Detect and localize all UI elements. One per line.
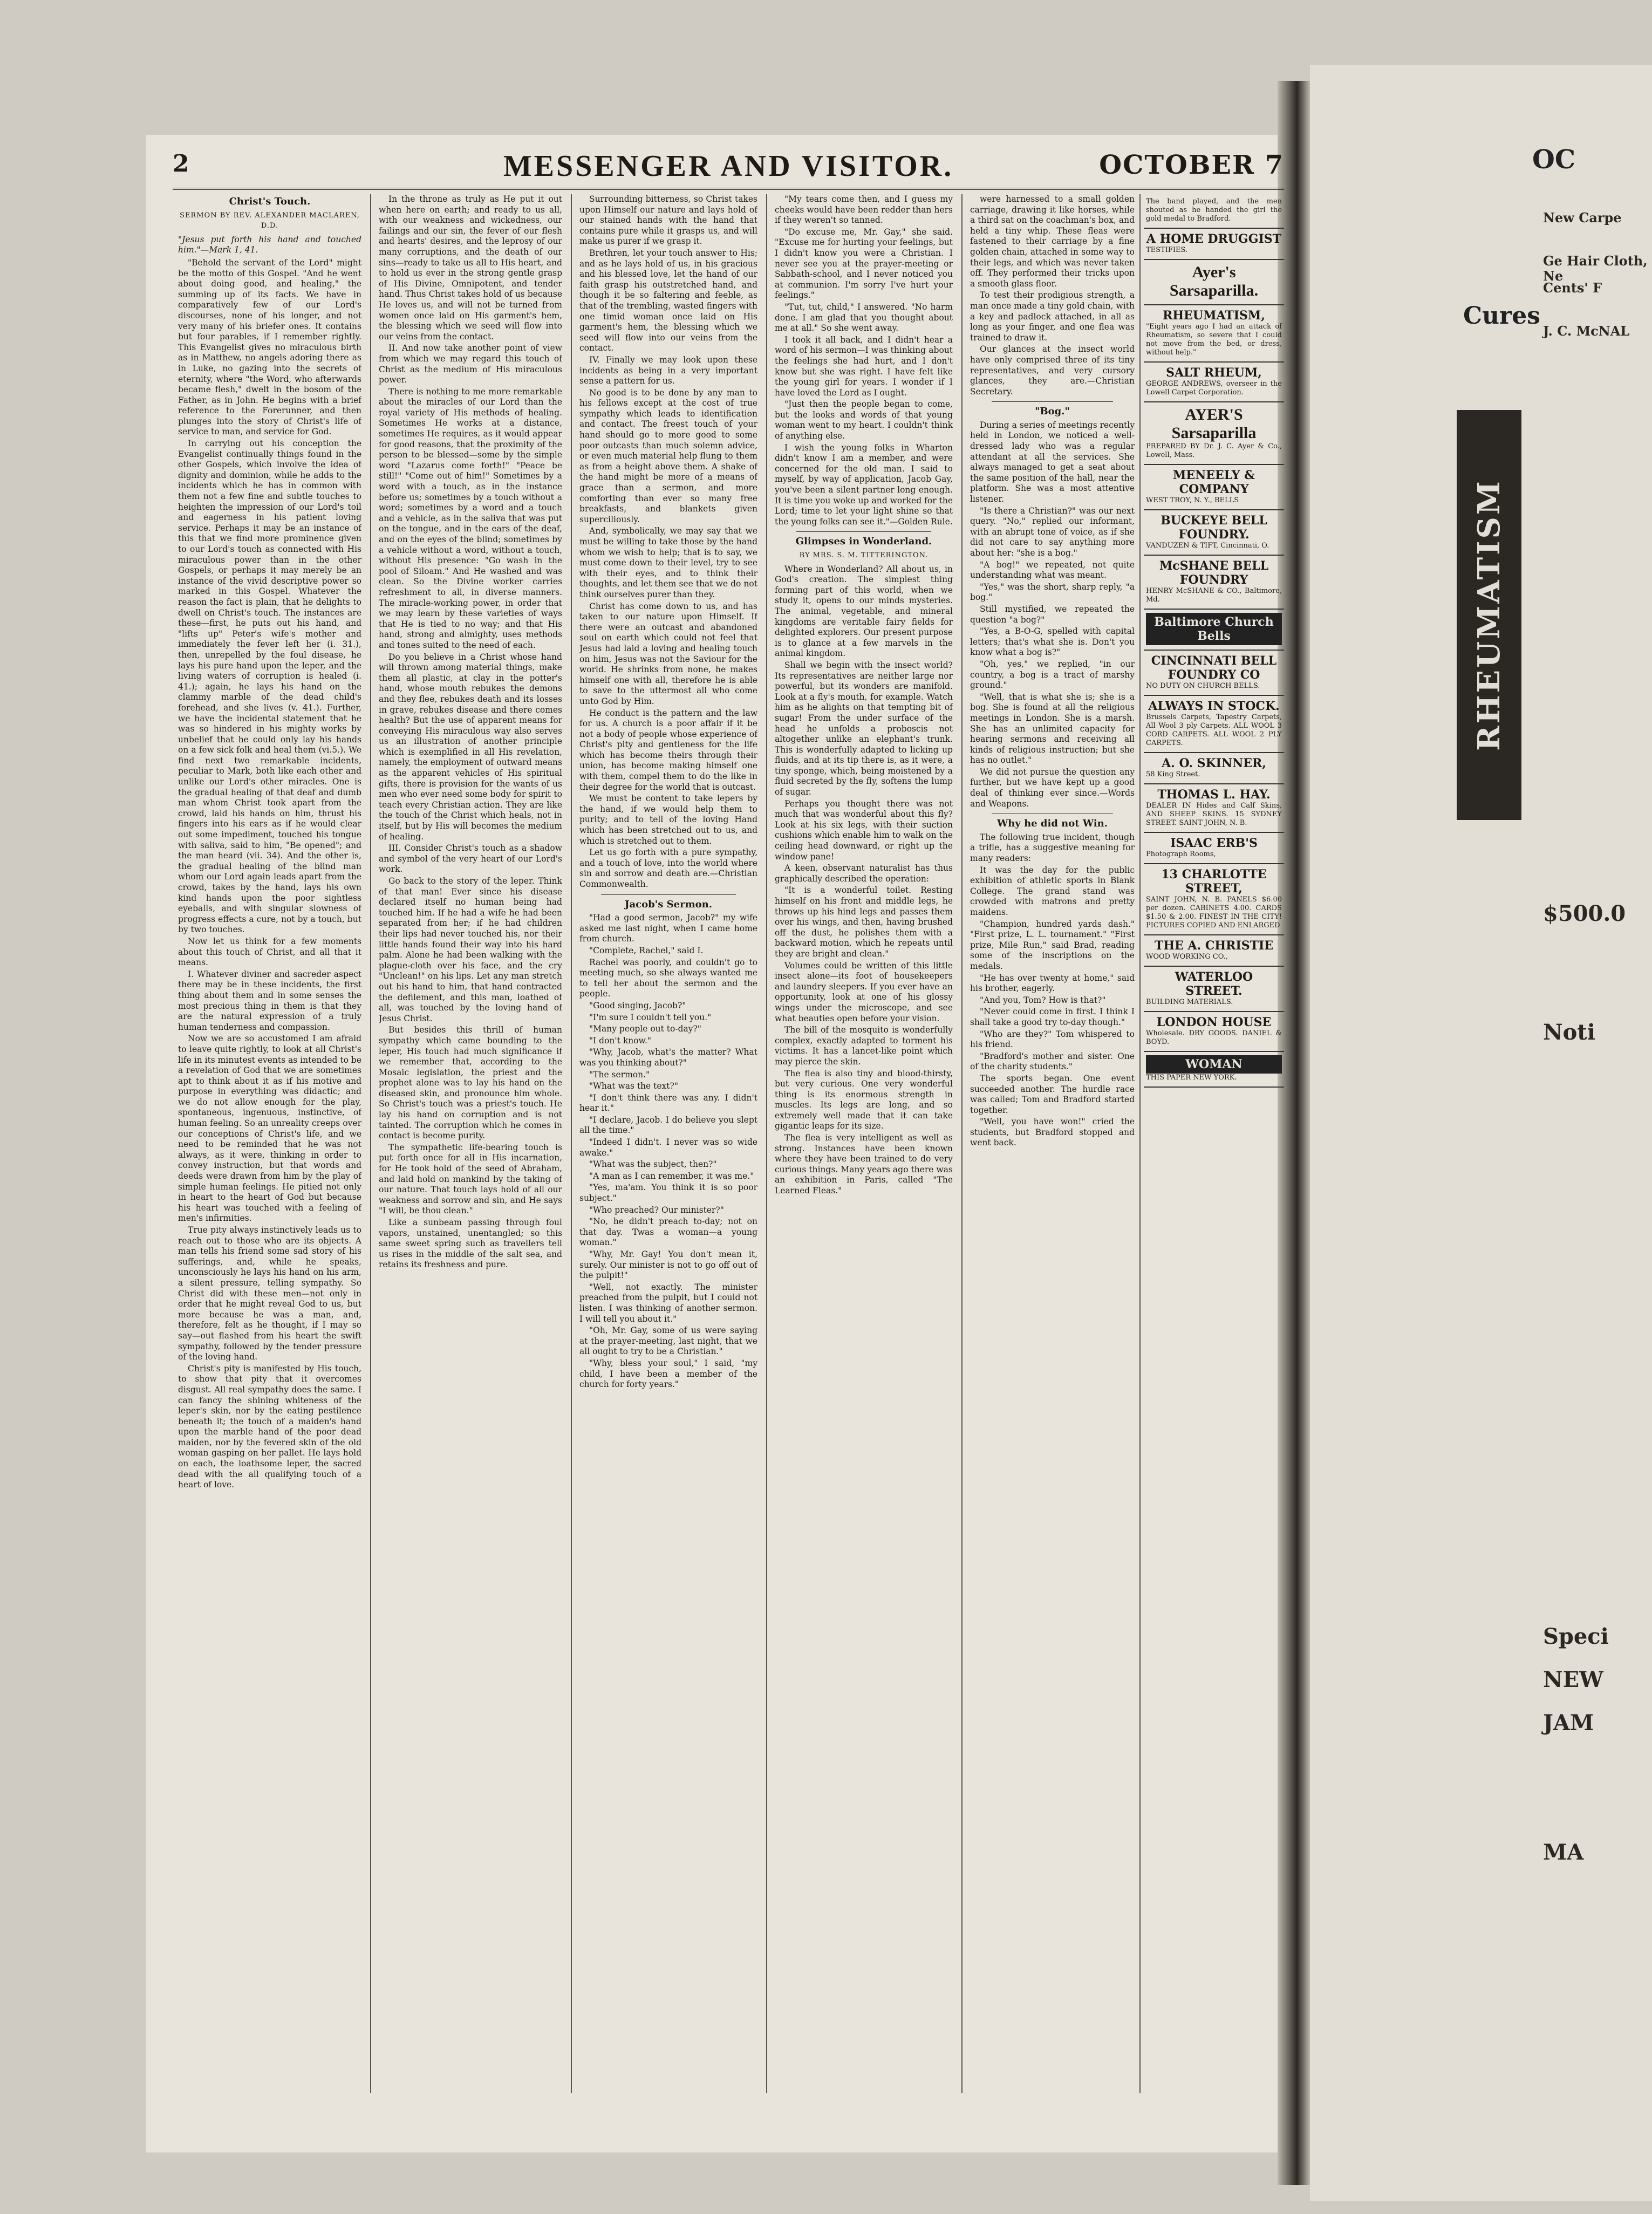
paragraph: Surrounding bitterness, so Christ takes upon Himself our nature and lays hold of our stained hands with the hand that contains pure while it grasps us, and will make us purer if we grasp it.: [579, 194, 757, 247]
ad-subtext: HENRY McSHANE & CO., Baltimore, Md.: [1146, 587, 1282, 604]
paragraph: I. Whatever diviner and sacreder aspect there may be in these incidents, the first thing about them and in some senses the most precious thing in them is that they are the natural expression of a truly human tenderness and compassion.: [178, 969, 361, 1032]
paragraph: "I don't think there was any. I didn't hear it.": [579, 1092, 757, 1113]
paragraph: He conduct is the pattern and the law for us. A church is a poor affair if it be not a body of people whose experience of Christ's pity and gentleness for the life which has become theirs through their union, has become making himself one with them, compel them to do the like in their degree for the world that is outcast.: [579, 708, 757, 792]
paragraph: "Well, that is what she is; she is a bog. She is found at all the religious meetings in London. She is a marsh. She has an unlimited capacity for hearing sermons and receiving all kinds of religious instruction; but she has no outlet.": [970, 692, 1135, 766]
masthead: [173, 145, 1284, 190]
paragraph: Where in Wonderland? All about us, in God's creation. The simplest thing forming part of this world, when we study it, opens to our minds mysteries. The animal, vegetable, and mineral kingdoms are veritable fairy fields for delighted explorers. Our present purpose is to glance at a few marvels in the animal kingdom.: [775, 564, 953, 659]
advertisement: [1144, 510, 1284, 556]
paragraph: "Bradford's mother and sister. One of the charity students.": [970, 1051, 1135, 1072]
paragraph: I took it all back, and I didn't hear a word of his sermon—I was thinking about the feelings she had hurt, and I don't know but she was right. I have felt like the young girl for years. I wonder if I have loved the Lord as I ought.: [775, 334, 953, 398]
paragraph: The sports began. One event succeeded another. The hurdle race was called; Tom and Bradford started together.: [970, 1073, 1135, 1115]
article-divider: [601, 894, 736, 895]
paragraph: "Good singing, Jacob?": [589, 1000, 686, 1010]
paragraph: During a series of meetings recently held in London, we noticed a well-dressed lady who was a regular attendant at all the services. She always managed to get a seat about the same position of the hall, near the platform. She was a most attentive listener.: [970, 420, 1135, 504]
paragraph: Do you believe in a Christ whose hand will thrown among material things, make them all plastic, at clay in the potter's hand, whose mouth rebukes the demons and they flee, rebukes death and its losses in grave, rebukes disease and there comes health? But the use of apparent means for conveying His miraculous way also serves us an illustration of another principle which is exemplified in all His revelation, namely, the employment of outward means as the apparent vehicles of His spiritual gifts, there is provision for the wants of us men who ever need some body for spirit to teach every Christian action. They are like the touch of the Christ which heals, not in itself, but by His will becomes the medium of healing.: [379, 652, 562, 842]
advertisement: [1144, 651, 1284, 696]
ad-subtext: WOOD WORKING CO.,: [1146, 953, 1228, 961]
paragraph-group: [970, 832, 1135, 1149]
advertisement: [1144, 1052, 1284, 1088]
paragraph: The bill of the mosquito is wonderfully complex, exactly adapted to torment his victims. It has a lancet-like point which may pierce the skin.: [775, 1025, 953, 1067]
ad-subtext: VANDUZEN & TIFT, Cincinnati, O.: [1146, 542, 1269, 550]
paragraph: Go back to the story of the leper. Think of that man! Ever since his disease declared itself no human being had touched him. If he had a wife he had been separated from her; if he had children their lips had never touched his, nor their little hands found their way into his hard palm. Alone he had been walking with the plague-cloth over his face, and the cry "Unclean!" on his lips. Let any man stretch out his hand to him, that hand contracted the defilement, and this man, loathed of all, was touched by the loving hand of Jesus Christ.: [379, 876, 562, 1023]
paragraph: Like a sunbeam passing through foul vapors, unstained, unentangled; so this same sweet spring such as travellers tell us rises in the middle of the salt sea, and retains its freshness and pure.: [379, 1218, 562, 1270]
paragraph-group: [178, 258, 361, 1491]
ad-title: THE A. CHRISTIE: [1154, 939, 1274, 953]
paragraph: No good is to be done by any man to his fellows except at the cost of true sympathy which leads to identification and contact. The freest touch of your hand should go to more good to some poor outcasts than much solemn advice, or even much material help flung to them as from a height above them. A shake of the hand might be more of a means of grace than a sermon, and more comforting than ever so many free breakfasts, and blankets given superciliously.: [579, 387, 757, 524]
advertisement: [1144, 194, 1284, 229]
paragraph: were harnessed to a small golden carriage, drawing it like horses, while a third sat on the coachman's box, and held a tiny whip. These fleas were fastened to their carriage by a fine golden chain, attached in some way to their legs, and which was never taken off. They performed their tricks upon a smooth glass floor.: [970, 194, 1135, 289]
advertisement: [1144, 305, 1284, 363]
ad-title: ISAAC ERB'S: [1170, 836, 1258, 850]
paragraph: Perhaps you thought there was not much that was wonderful about this fly? Look at his six legs, with their suction cushions which enable him to walk on the ceiling head downward, or right up the window pane!: [775, 798, 953, 862]
article-divider: [796, 531, 931, 532]
column-rule: [370, 194, 371, 2093]
paragraph: Volumes could be written of this little insect alone—its foot of housekeepers and laundry sleepers. If you ever have an opportunity, look at one of his glossy wings under the microscope, and see what beauties open before your vision.: [775, 960, 953, 1023]
ad-subtext: WEST TROY, N. Y., BELLS: [1146, 496, 1239, 504]
paragraph: "Tut, tut, child," I answered. "No harm done. I am glad that you thought about me at all." So she went away.: [775, 302, 953, 333]
facing-page-text: JAM: [1543, 1710, 1594, 1735]
paragraph: "My tears come then, and I guess my cheeks would have been redder than hers if they weren't so tanned.: [775, 194, 953, 226]
paragraph: There is nothing to me more remarkable about the miracles of our Lord than the royal variety of His methods of healing. Sometimes He works at a distance, sometimes He requires, as it would appear for good reasons, that the proximity of the person to be blessed—some by the simple word "Lazarus come forth!" "Peace be still!" "Come out of him!" Sometimes by a word with a touch, as in the instance before us; sometimes by a touch without a word; sometimes by a word and a touch and a vehicle, as in the saliva that was put on the tongue, and in the ears of the deaf, and on the eyes of the blind; sometimes by a vehicle without a word, without a touch, without His presence: "Go wash in the pool of Siloam." And He washed and was clean. So the Divine worker carries refreshment to all, in diverse manners. The miracle-working power, in order that we may learn by these varieties of ways that He is tied to no way; and that His hand, strong and almighty, uses methods and tones suited to the need of each.: [379, 386, 562, 650]
paragraph: "Yes," was the short, sharp reply, "a bog.": [970, 582, 1135, 603]
ad-text: The band played, and the men shouted as he handed the girl the gold medal to Bradford.: [1146, 197, 1282, 223]
paragraph: True pity always instinctively leads us to reach out to those who are its objects. A man tells his friend some sad story of his sufferings, and, while he speaks, unconsciously he lays his hand on his arm, a silent pressure, telling sympathy. So Christ did with these men—not only in order that he might reveal God to us, but more because he was a man, and, therefore, felt as he thought, if I may so say—out flashed from his heart the swift sympathy, followed by the tender pressure of the loving hand.: [178, 1225, 361, 1362]
adjacent-page-fragment: [1310, 65, 1652, 2201]
column-3: [579, 194, 757, 2093]
ad-title: CINCINNATI BELL FOUNDRY CO: [1151, 654, 1277, 682]
cures-label: Cures: [1463, 302, 1540, 330]
paragraph: The sympathetic life-bearing touch is put forth once for all in His incarnation, for He took hold of the seed of Abraham, and laid hold on mankind by the taking of our nature. That touch lays hold of all our weakness and sorrow and sin, and He says "I will, be thou clean.": [379, 1142, 562, 1216]
paragraph: We did not pursue the question any further, but we have kept up a good deal of thinking ever since.—Words and Weapons.: [970, 767, 1135, 809]
paragraph: "Why, Jacob, what's the matter? What was you thinking about?": [579, 1047, 757, 1068]
column-rule: [571, 194, 572, 2093]
advertisement: [1144, 784, 1284, 833]
paragraph: And, symbolically, we may say that we must be willing to take those by the hand whom we wish to help; that is to say, we must come down to their level, try to see with their eyes, and to think their thoughts, and let them see that we do not think ourselves purer than they.: [579, 526, 757, 599]
advertisement: [1144, 229, 1284, 260]
facing-page-text: MA: [1543, 1840, 1584, 1865]
paragraph: But besides this thrill of human sympathy which came bounding to the leper, His touch had much significance if we remember that, according to the Mosaic legislation, the priest and the prophet alone was to lay his hand on the diseased skin, and pronounce him whole. So Christ's touch was a priest's touch. He lay his hand on corruption and is not tainted. The corruption which he comes in contact is become purity.: [379, 1025, 562, 1141]
paragraph-group: [379, 194, 562, 1270]
paragraph: Let us go forth with a pure sympathy, and a touch of love, into the world where sin and sorrow and death are.—Christian Commonwealth.: [579, 848, 757, 889]
paragraph: The following true incident, though a trifle, has a suggestive meaning for many readers:: [970, 832, 1135, 864]
ad-title: LONDON HOUSE: [1156, 1015, 1272, 1029]
paragraph: "Complete, Rachel," said I.: [589, 945, 704, 955]
advertisement: [1144, 696, 1284, 753]
advertisement: [1144, 833, 1284, 864]
ad-title: BUCKEYE BELL FOUNDRY.: [1161, 514, 1267, 542]
advertisement: [1144, 363, 1284, 402]
paragraph: "Why, Mr. Gay! You don't mean it, surely. Our minister is not to go off out of the pulpit!": [579, 1249, 757, 1281]
paragraph: II. And now take another point of view from which we may regard this touch of Christ as the medium of His miraculous power.: [379, 343, 562, 385]
paragraph: Shall we begin with the insect world? Its representatives are neither large nor powerful, but its wonders are manifold. Look at a fly's mouth, for example. Watch him as he alights on that tempting bit of sugar! From the under surface of the head he unfolds a proboscis not altogether unlike an elephant's trunk. This is wonderfully adapted to licking up fluids, and at its tip there is, as it were, a tiny sponge, which, being moistened by a fluid secreted by the fly, softens the lump of sugar.: [775, 660, 953, 797]
paragraph: "Is there a Christian?" was our next query. "No," replied our informant, with an abrupt tone of voice, as if she did not care to say anything more about her: "she is a bog.": [970, 505, 1135, 558]
article-heading: Why he did not Win.: [997, 818, 1108, 830]
advertisement: [1144, 935, 1284, 967]
paragraph: "A bog!" we repeated, not quite understanding what was meant.: [970, 559, 1135, 580]
advertisement: [1144, 465, 1284, 510]
ad-subtext: Wholesale. DRY GOODS. DANIEL & BOYD.: [1146, 1029, 1282, 1046]
paragraph: "Oh, Mr. Gay, some of us were saying at the prayer-meeting, last night, that we all ought to try to be a Christian.": [579, 1325, 757, 1357]
article-epigraph: "Jesus put forth his hand and touched him."—Mark 1, 41.: [178, 234, 361, 255]
ad-title: THOMAS L. HAY.: [1157, 788, 1271, 802]
paragraph: In carrying out his conception the Evangelist continually things found in the other Gospels, which involve the idea of dignity and dominion, while he adds to the incidents which he has in common with them not a few fine and subtle touches to heighten the impression of our Lord's toil and eagerness in his patient loving service. Perhaps it may be an instance of this that we find more prominence given to our Lord's touch as connected with His miraculous power than in the other Gospels, or perhaps it may merely be an instance of the vivid descriptive power so marked in this Gospel. Whatever the reason the fact is plain, that he delights to dwell on Christ's touch. The instances are these—first, he puts out his hand, and "lifts up" Peter's wife's mother and immediately the fever left her (i. 31.), then, unrepelled by the foul disease, he lays his pure hand upon the leper, and the living waters of corruption is healed (i. 41.); again, he lays his hand on the clammy marble of the dead child's forehead, and she lives (v. 41.). Further, we have the incidental statement that he was so hindered in his mighty works by unbelief that he could only lay his hands on a few sick folk and heal them (vi.5.). We find next two remarkable incidents, peculiar to Mark, both like each other and unlike our Lord's other miracles. One is the gradual healing of that deaf and dumb man whom Christ took apart from the crowd, laid his hands on him, thrust his fingers into his ears as if he would clear out some impediment, touched his tongue with saliva, said to him, "Be opened"; and the man heard (vii. 34). And the other is, the gradual healing of the blind man whom our Lord again leads apart from the crowd, takes by the hand, lays his own kind hands upon the poor sightless eyeballs, and with singular slowness of progress effects a cure, not by a touch, but by two touches.: [178, 439, 361, 935]
paragraph: "Well, not exactly. The minister preached from the pulpit, but I could not listen. I was thinking of another sermon. I will tell you about it.": [579, 1282, 757, 1324]
paragraph: "I'm sure I couldn't tell you.": [589, 1012, 712, 1022]
paragraph: Christ has come down to us, and has taken to our nature upon Himself. If there were an outcast and abandoned soul on earth which could not feel that Jesus had laid a loving and healing touch on him, Jesus was not the Saviour for the world. He shrinks from none, he makes himself one with all, therefore he is able to save to the uttermost all who come unto God by Him.: [579, 601, 757, 706]
paragraph: "Who preached? Our minister?": [589, 1205, 724, 1215]
ad-subtext: 58 King Street.: [1146, 770, 1200, 778]
facing-page-text: Cents' F: [1543, 280, 1602, 296]
ad-title: A. O. SKINNER,: [1162, 756, 1266, 770]
paragraph: "No, he didn't preach to-day; not on that day. Twas a woman—a young woman.": [579, 1217, 757, 1248]
paragraph: "Yes, ma'am. You think it is so poor subject.": [579, 1183, 757, 1204]
paragraph: Now let us think for a few moments about this touch of Christ, and all that it means.: [178, 936, 361, 968]
paragraph: I wish the young folks in Wharton didn't know I am a member, and were concerned for the old man. I said to myself, by way of application, Jacob Gay, you've been a silent partner long enough. It is time you woke up and worked for the Lord; time to let your light shine so that the young folks can see it."—Golden Rule.: [775, 442, 953, 527]
paragraph: Christ's pity is manifested by His touch, to show that pity that it overcomes disgust. All real sympathy does the same. I can fancy the shining whiteness of the leper's skin, nor by the eating pestilence beneath it; the touch of a maiden's hand upon the marble hand of the poor dead maiden, nor by the fevered skin of the old woman gasping on her pallet. He lays hold on each, the loathsome leper, the sacred dead with the all qualifying touch of a heart of love.: [178, 1363, 361, 1490]
paragraph: "Many people out to-day?": [589, 1024, 701, 1034]
ad-title: RHEUMATISM,: [1163, 309, 1265, 323]
paragraph: It was the day for the public exhibition of athletic sports in Blank College. The grand stand was crowded with matrons and pretty maidens.: [970, 865, 1135, 917]
paragraph: "Had a good sermon, Jacob?" my wife asked me last night, when I came home from church.: [579, 913, 757, 944]
paragraph: We must be content to take lepers by the hand, if we would help them to purity; and to tell of the loving Hand which has been stretched out to us, and which is stretched out to them.: [579, 794, 757, 846]
column-4: [775, 194, 953, 2093]
paragraph: "Champion, hundred yards dash." "First prize, L. L. tournament." "First prize, Mile Run," said Brad, reading some of the inscriptions on the medals.: [970, 919, 1135, 971]
ad-subtext: "Eight years ago I had an attack of Rheumatism, so severe that I could not move from the bed, or dress, without help.": [1146, 323, 1282, 357]
advertisement: [1144, 260, 1284, 305]
paragraph-group: [970, 420, 1135, 809]
paragraph: "Who are they?" Tom whispered to his friend.: [970, 1029, 1135, 1050]
advertisement: [1144, 967, 1284, 1012]
paragraph: "Just then the people began to come, but the looks and words of that young woman went to my heart. I couldn't think of anything else.: [775, 399, 953, 441]
ad-subtext: Photograph Rooms,: [1146, 850, 1216, 858]
advertisement: [1144, 1012, 1284, 1052]
paragraph: "Yes, a B-O-G, spelled with capital letters; that's what she is. Don't you know what a bog is?": [970, 626, 1135, 658]
ad-title: McSHANE BELL FOUNDRY: [1159, 559, 1269, 587]
paragraph: "Indeed I didn't. I never was so wide awake.": [579, 1137, 757, 1158]
ad-title: MENEELY & COMPANY: [1172, 468, 1255, 496]
paragraph: "Never could come in first. I think I shall take a good try to-day though.": [970, 1007, 1135, 1027]
ad-subtext: GEORGE ANDREWS, overseer in the Lowell Carpet Corporation.: [1146, 380, 1282, 397]
paragraph: "What was the subject, then?": [589, 1159, 717, 1170]
vertical-banner-text: RHEUMATISM: [1471, 479, 1507, 751]
column-2: [379, 194, 562, 2093]
ad-title: SALT RHEUM,: [1166, 366, 1262, 380]
newspaper-title: MESSENGER AND VISITOR.: [503, 149, 954, 183]
article-heading: Jacob's Sermon.: [625, 898, 712, 910]
paragraph: "He has over twenty at home," said his brother, eagerly.: [970, 973, 1135, 994]
paragraph: Still mystified, we repeated the question "a bog?": [970, 604, 1135, 625]
paragraph: "Oh, yes," we replied, "in our country, a bog is a tract of marshy ground.": [970, 659, 1135, 691]
paragraph-group: [579, 194, 757, 890]
paragraph: Our glances at the insect world have only comprised three of its tiny representatives, and very cursory glances, they are.—Christian Secretary.: [970, 344, 1135, 397]
paragraph: "It is a wonderful toilet. Resting himself on his front and middle legs, he throws up his hind legs and passes them over his wings, and then, having brushed off the dust, he polishes them with a backward motion, which he repeats until they are bright and clean.": [775, 885, 953, 959]
paragraph: "A man as I can remember, it was me.": [589, 1171, 754, 1181]
ad-title: Ayer's Sarsaparilla.: [1169, 263, 1259, 299]
paragraph: The flea is very intelligent as well as strong. Instances have been known where they have been trained to do very curious things. Many years ago there was an exhibition in Paris, called "The Learned Fleas.": [775, 1133, 953, 1196]
paragraph: Rachel was poorly, and couldn't go to meeting much, so she always wanted me to tell her about the sermon and the people.: [579, 957, 757, 999]
paragraph-group: [775, 564, 953, 1197]
paragraph: "Well, you have won!" cried the students, but Bradford stopped and went back.: [970, 1117, 1135, 1148]
facing-page-text: Speci: [1543, 1624, 1609, 1649]
ad-title: AYER'S Sarsaparilla: [1171, 406, 1257, 442]
article-byline: SERMON BY REV. ALEXANDER MACLAREN, D.D.: [180, 211, 360, 230]
paragraph: To test their prodigious strength, a man once made a tiny gold chain, with a key and padlock attached, in all as long as your finger, and one flea was trained to draw it.: [970, 290, 1135, 343]
column-rule: [1139, 194, 1141, 2093]
article-divider: [992, 401, 1113, 402]
issue-date: OCTOBER 7: [1099, 150, 1284, 180]
column-rule: [766, 194, 767, 2093]
advertisement-column: [1144, 194, 1284, 2093]
column-rule: [961, 194, 962, 2093]
facing-page-header: OC: [1532, 145, 1576, 175]
ad-subtext: NO DUTY ON CHURCH BELLS.: [1146, 682, 1260, 690]
paragraph-group: [970, 194, 1135, 397]
facing-page-text: $500.0: [1543, 901, 1626, 926]
paragraph: "I don't know.": [589, 1035, 652, 1046]
paragraph: IV. Finally we may look upon these incidents as being in a very important sense a pattern for us.: [579, 354, 757, 386]
advertisement: [1144, 556, 1284, 610]
facing-page-text: NEW: [1543, 1667, 1603, 1692]
ad-subtext: THIS PAPER NEW YORK.: [1146, 1074, 1237, 1082]
column-5: [970, 194, 1135, 2093]
paragraph: "Do excuse me, Mr. Gay," she said. "Excuse me for hurting your feelings, but I didn't know you were a Christian. I never see you at the prayer-meeting or Sabbath-school, and I never noticed you at communion. I'm sorry I've hurt your feelings.": [775, 227, 953, 300]
paragraph-group: [579, 913, 757, 1390]
paragraph: "I declare, Jacob. I do believe you slept all the time.": [579, 1115, 757, 1136]
ad-subtext: Brussels Carpets, Tapestry Carpets, All Wool 3 ply Carpets. ALL WOOL 3 CORD CARPETS. ALL WOOL 2 PLY CARPETS.: [1146, 713, 1282, 747]
ad-title: 13 CHARLOTTE STREET,: [1161, 867, 1267, 896]
paragraph: "And you, Tom? How is that?": [980, 995, 1106, 1005]
paragraph: Now we are so accustomed I am afraid to leave quite rightly, to look at all Christ's life in its minutest events as intended to be a revelation of God that we are sometimes apt to think about it as if his motive and purpose in everything was didactic; and we do not allow enough for the play, spontaneous, ingenuous, instinctive, of human feeling. So an unreality creeps over our conceptions of Christ's life, and we need to be reminded that he was not always, as it were, thinking in order to convey instruction, but that words and deeds were drawn from him by the play of simple human feelings. He pitied not only in heart to the heart of God but because his heart was touched with a feeling of men's infirmities.: [178, 1034, 361, 1224]
facing-page-text: Noti: [1543, 1020, 1595, 1045]
paragraph: A keen, observant naturalist has thus graphically described the operation:: [775, 863, 953, 884]
facing-page-text: J. C. McNAL: [1543, 323, 1630, 339]
article-heading: "Bog.": [1035, 406, 1070, 418]
ad-title: WATERLOO STREET.: [1175, 970, 1253, 998]
advertisement: [1144, 402, 1284, 465]
ad-title: A HOME DRUGGIST: [1146, 232, 1282, 246]
paragraph: "The sermon.": [589, 1069, 650, 1079]
column-1: [178, 194, 361, 2093]
ad-title: ALWAYS IN STOCK.: [1148, 699, 1280, 713]
article-heading: Christ's Touch.: [229, 196, 311, 207]
ad-subtext: TESTIFIES.: [1146, 246, 1188, 254]
advertisement: [1144, 864, 1284, 935]
article-byline: BY MRS. S. M. TITTERINGTON.: [799, 551, 929, 559]
facing-page-text: New Carpe: [1543, 210, 1622, 226]
article-heading: Glimpses in Wonderland.: [795, 536, 932, 548]
ad-subtext: DEALER IN Hides and Calf Skins, AND SHEEP SKINS. 15 SYDNEY STREET. SAINT JOHN, N. B.: [1146, 802, 1282, 827]
ad-subtext: PREPARED BY Dr. J. C. Ayer & Co., Lowell, Mass.: [1146, 442, 1282, 459]
paragraph: "Why, bless your soul," I said, "my child, I have been a member of the church for forty years.": [579, 1358, 757, 1390]
facing-page-text: Ge Hair Cloth, Ne: [1543, 253, 1648, 284]
paragraph: Brethren, let your touch answer to His; and as he lays hold of us, in his gracious and his blessed love, let the hand of our faith grasp his outstretched hand, and though it be so faltering and feeble, as that of the trembling, wasted fingers with one timid woman once laid on His garment's hem, the blessing which we seed will flow into our veins from the contact.: [579, 248, 757, 353]
rheumatism-vertical-banner: [1457, 410, 1521, 820]
ad-title: Baltimore Church Bells: [1146, 613, 1282, 645]
paragraph: III. Consider Christ's touch as a shadow and symbol of the very heart of our Lord's work.: [379, 843, 562, 874]
paragraph: The flea is also tiny and blood-thirsty, but very curious. One very wonderful thing is its enormous strength in muscles. Its legs are long, and so extremely well made that it can take gigantic leaps for its size.: [775, 1068, 953, 1131]
paragraph: "Behold the servant of the Lord" might be the motto of this Gospel. "And he went about doing good, and healing," the summing up of its facts. We have in comparatively few of our Lord's discourses, none of his longer, and not very many of his briefer ones. It contains but four parables, if I remember rightly. This Evangelist gives no miraculous birth as in Matthew, no angels adoring there as in Luke, no gazing into the secrets of eternity, where "the Word, who afterwards became flesh," dwelt in the bosom of the Father, as in John. He begins with a brief reference to the Forerunner, and then plunges into the story of Christ's life of service to man, and service for God.: [178, 257, 361, 437]
advertisement: [1144, 610, 1284, 651]
advertisement: [1144, 753, 1284, 784]
paragraph-group: [775, 194, 953, 527]
ad-subtext: SAINT JOHN, N. B. PANELS $6.00 per dozen. CABINETS 4.00. CARDS $1.50 & 2.00. FINEST IN THE CITY! PICTURES COPIED AND ENLARGED: [1146, 896, 1282, 930]
ad-subtext: BUILDING MATERIALS.: [1146, 998, 1233, 1006]
paragraph: In the throne as truly as He put it out when here on earth; and ready to us all, with our weakness and wickedness, our failings and our sin, the fever of our flesh and hearts' desires, and the leprosy of our many corruptions, and the death of our sins—ready to take us all to His heart, and to hold us ever in the strong gentle grasp of His Divine, Omnipotent, and tender hand. Thus Christ takes hold of us because He loves us, and will not be turned from women once laid on His garment's hem, the blessing which we seed will flow into our veins from the contact.: [379, 194, 562, 341]
page-number: 2: [173, 150, 189, 177]
ad-title: WOMAN: [1146, 1055, 1282, 1074]
paragraph: "What was the text?": [589, 1081, 678, 1091]
